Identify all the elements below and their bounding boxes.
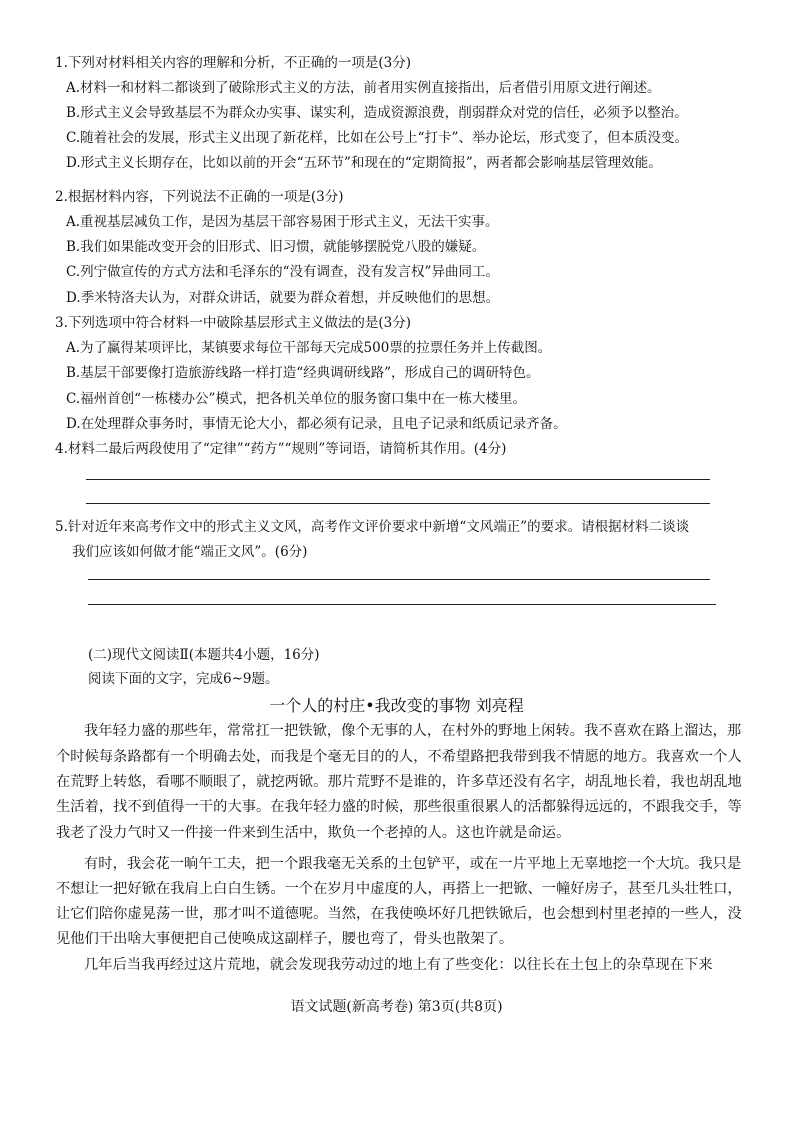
- q3-option-b: B.基层干部要像打造旅游线路一样打造“经典调研线路”，形成自己的调研特色。: [66, 365, 540, 381]
- passage-title: 一个人的村庄•我改变的事物 刘亮程: [269, 696, 524, 715]
- q5-stem-line-2: 我们应该如何做才能“端正文风”。(6分): [72, 544, 308, 560]
- section-instruction: 阅读下面的文字，完成6~9题。: [88, 671, 279, 687]
- q2-option-a: A.重视基层减负工作，是因为基层干部容易困于形式主义，无法干实事。: [66, 214, 499, 230]
- q1-option-b: B.形式主义会导致基层不为群众办实事、谋实利，造成资源浪费，削弱群众对党的信任，必须予以整治。: [66, 105, 688, 121]
- passage-line: 几年后当我再经过这片荒地，就会发现我劳动过的地上有了些变化：以往长在土包上的杂草现在下来: [84, 957, 713, 973]
- q1-option-c: C.随着社会的发展，形式主义出现了新花样，比如在公号上“打卡”、举办论坛，形式变了，但本质没变。: [66, 130, 688, 146]
- q3-stem: 3.下列选项中符合材料一中破除基层形式主义做法的是(3分): [55, 315, 412, 331]
- q5-answer-line-1[interactable]: [88, 579, 710, 580]
- passage-line: 在荒野上转悠，看哪不顺眼了，就挖两锨。那片荒野不是谁的，许多草还没有名字，胡乱地长着，我也胡乱地: [56, 774, 742, 790]
- page-footer: 语文试题(新高考卷) 第3页(共8页): [290, 999, 503, 1015]
- q1-option-a: A.材料一和材料二都谈到了破除形式主义的方法，前者用实例直接指出，后者借引用原文进行阐述。: [66, 80, 661, 96]
- q2-stem: 2.根据材料内容，下列说法不正确的一项是(3分): [55, 189, 344, 205]
- q4-answer-line-2[interactable]: [86, 503, 710, 504]
- passage-line: 让它们陪你虚晃荡一世，那才叫不道德呢。当然，在我使唤坏好几把铁锨后，也会想到村里老掉的一些人，没: [56, 906, 742, 922]
- q2-option-d: D.季米特洛夫认为，对群众讲话，就要为群众着想，并反映他们的思想。: [66, 290, 500, 306]
- passage-line: 我老了没力气时又一件接一件来到生活中，欺负一个老掉的人。这也许就是命运。: [56, 825, 571, 841]
- section-heading: (二)现代文阅读Ⅱ(本题共4小题，16分): [88, 647, 320, 663]
- q1-option-d: D.形式主义长期存在，比如以前的开会“五环节”和现在的“定期简报”，两者都会影响基层管理效能。: [66, 155, 662, 171]
- q3-option-a: A.为了赢得某项评比，某镇要求每位干部每天完成500票的拉票任务并上传截图。: [66, 340, 552, 356]
- q2-option-c: C.列宁做宣传的方式方法和毛泽东的“没有调查，没有发言权”异曲同工。: [66, 264, 499, 280]
- q3-option-c: C.福州首创“一栋楼办公”模式，把各机关单位的服务窗口集中在一栋大楼里。: [66, 391, 526, 407]
- passage-line: 见他们干出啥大事便把自己使唤成这副样子，腰也弯了，骨头也散架了。: [56, 931, 514, 947]
- passage-line: 生活着，找不到值得一干的大事。在我年轻力盛的时候，那些很重很累人的活都躲得远远的，不跟我交手，等: [56, 799, 742, 815]
- q5-stem-line-1: 5.针对近年来高考作文中的形式主义文风，高考作文评价要求中新增“文风端正”的要求。请根据材料二谈谈: [55, 519, 690, 535]
- passage-line: 我年轻力盛的那些年，常常扛一把铁锨，像个无事的人，在村外的野地上闲转。我不喜欢在路上溜达，那: [84, 723, 742, 739]
- passage-line: 有时，我会花一晌午工夫，把一个跟我毫无关系的土包铲平，或在一片平地上无辜地挖一个大坑。我只是: [84, 856, 742, 872]
- q4-stem: 4.材料二最后两段使用了“定律”“药方”“规则”等词语，请简析其作用。(4分): [55, 441, 507, 457]
- q1-stem: 1.下列对材料相关内容的理解和分析，不正确的一项是(3分): [55, 55, 412, 71]
- q5-answer-line-2[interactable]: [88, 604, 716, 605]
- q4-answer-line-1[interactable]: [86, 479, 710, 480]
- passage-line: 不想让一把好锨在我肩上白白生锈。一个在岁月中虚度的人，再搭上一把锨、一幢好房子，甚至几头壮牲口，: [56, 881, 742, 897]
- q2-option-b: B.我们如果能改变开会的旧形式、旧习惯，就能够摆脱党八股的嫌疑。: [66, 239, 486, 255]
- q3-option-d: D.在处理群众事务时，事情无论大小，都必须有记录，且电子记录和纸质记录齐备。: [66, 416, 567, 432]
- passage-line: 个时候每条路都有一个明确去处，而我是个毫无目的的人，不希望路把我带到我不情愿的地方。我喜欢一个人: [56, 749, 742, 765]
